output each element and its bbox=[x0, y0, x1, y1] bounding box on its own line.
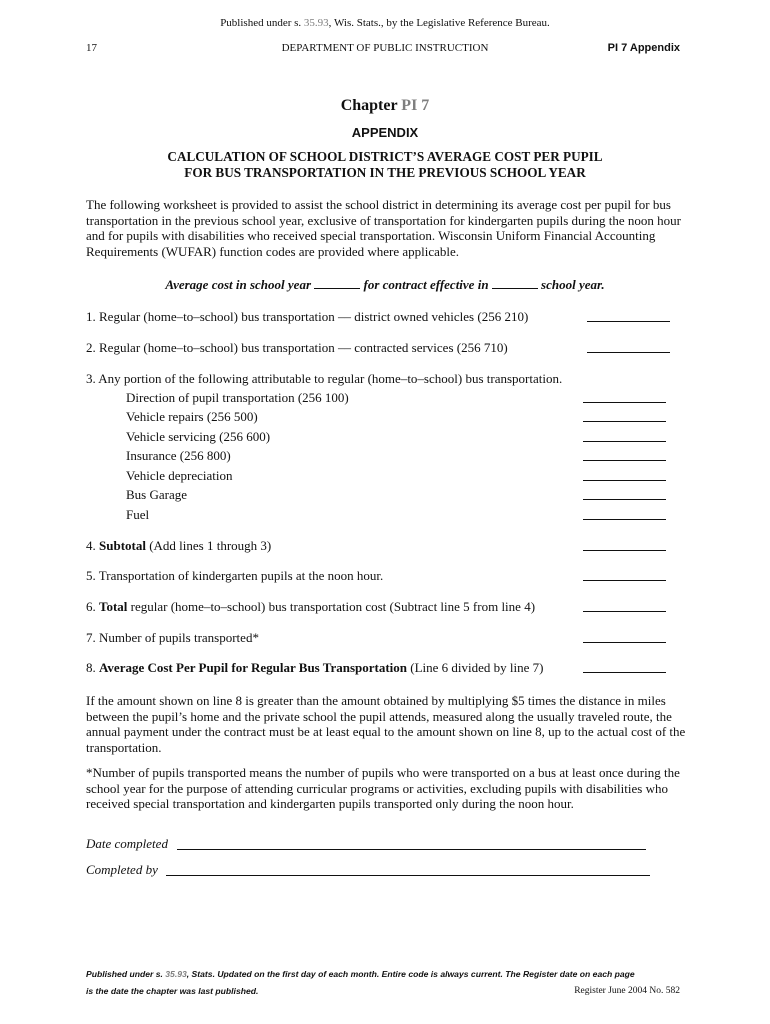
department-name: DEPARTMENT OF PUBLIC INSTRUCTION bbox=[281, 42, 489, 54]
item-line-8 bbox=[86, 660, 544, 676]
chapter-code-link[interactable]: PI 7 bbox=[401, 97, 430, 114]
average-cost-line bbox=[0, 276, 770, 293]
footer-line-2: is the date the chapter was last published. bbox=[86, 986, 259, 996]
avg-part-3: school year. bbox=[537, 277, 605, 292]
sub-item-field[interactable] bbox=[583, 421, 666, 422]
title-line-1: CALCULATION OF SCHOOL DISTRICT’S AVERAGE COST PER PUPIL bbox=[167, 149, 603, 164]
completed-by-label: Completed by bbox=[86, 862, 158, 877]
line-2-field[interactable] bbox=[587, 352, 670, 353]
item-line-5: 5. Transportation of kindergarten pupils at the noon hour. bbox=[86, 568, 384, 583]
line-8-number: 8. bbox=[86, 660, 99, 675]
title-line-2: FOR BUS TRANSPORTATION IN THE PREVIOUS SCHOOL YEAR bbox=[184, 165, 586, 180]
register-date: Register June 2004 No. 582 bbox=[574, 986, 680, 996]
line-5-field[interactable] bbox=[583, 580, 666, 581]
publication-suffix: , Wis. Stats., by the Legislative Reference Bureau. bbox=[328, 17, 550, 29]
footer-line-1 bbox=[86, 969, 635, 979]
intro-paragraph: The following worksheet is provided to assist the school district in determining its average cost per pupil for bus transportation in the previous school year, exclusive of transportation for kindergarten pupils during the noon hour and for pupils with disabilities who received special transportation. Wisconsin Uniform Financial Accounting Requirements (WUFAR) function codes are provided where applicable. bbox=[86, 197, 681, 259]
line-6-number: 6. bbox=[86, 599, 99, 614]
page-number: 17 bbox=[86, 42, 97, 54]
sub-item: Vehicle servicing (256 600) bbox=[126, 429, 271, 444]
chapter-prefix: Chapter bbox=[340, 97, 402, 114]
sub-item-field[interactable] bbox=[583, 460, 666, 461]
chapter-title bbox=[0, 97, 770, 115]
item-line-6 bbox=[86, 599, 535, 615]
item-line-3: 3. Any portion of the following attributable to regular (home–to–school) bus transportation. bbox=[86, 371, 563, 386]
date-completed-label: Date completed bbox=[86, 836, 168, 851]
sub-item: Direction of pupil transportation (256 100) bbox=[126, 390, 349, 405]
line-6-field[interactable] bbox=[583, 611, 666, 612]
note-paragraph: If the amount shown on line 8 is greater than the amount obtained by multiplying $5 times the distance in miles between the pupil’s home and the private school the pupil attends, measured along the usually traveled route, the annual payment under the contract must be at least equal to the amount shown on line 8, up to the actual cost of the transportation. bbox=[86, 693, 686, 755]
line-4-bold: Subtotal bbox=[99, 538, 146, 553]
item-line-7: 7. Number of pupils transported* bbox=[86, 630, 259, 645]
publication-prefix: Published under s. bbox=[220, 17, 304, 29]
line-4-field[interactable] bbox=[583, 550, 666, 551]
line-4-text: (Add lines 1 through 3) bbox=[145, 538, 272, 553]
footer-prefix: Published under s. bbox=[86, 969, 166, 979]
line-8-text: (Line 6 divided by line 7) bbox=[407, 660, 544, 675]
sub-item: Insurance (256 800) bbox=[126, 448, 231, 463]
date-completed-field[interactable] bbox=[177, 849, 646, 850]
line-6-text: regular (home–to–school) bus transportation cost (Subtract line 5 from line 4) bbox=[127, 599, 536, 614]
sub-item: Fuel bbox=[126, 507, 150, 522]
sub-item: Vehicle repairs (256 500) bbox=[126, 409, 258, 424]
line-6-bold: Total bbox=[99, 599, 128, 614]
avg-part-2: for contract effective in bbox=[360, 277, 492, 292]
sub-item-field[interactable] bbox=[583, 480, 666, 481]
completed-by-field[interactable] bbox=[166, 875, 650, 876]
avg-part-1: Average cost in school year bbox=[165, 277, 315, 292]
sub-item: Vehicle depreciation bbox=[126, 468, 233, 483]
line-4-number: 4. bbox=[86, 538, 99, 553]
line-7-field[interactable] bbox=[583, 642, 666, 643]
sub-item-field[interactable] bbox=[583, 519, 666, 520]
chapter-reference: PI 7 Appendix bbox=[607, 42, 680, 54]
appendix-heading: APPENDIX bbox=[351, 125, 419, 140]
school-year-field[interactable] bbox=[314, 276, 360, 289]
publication-notice bbox=[0, 17, 770, 29]
document-title bbox=[0, 149, 770, 181]
item-line-1: 1. Regular (home–to–school) bus transportation –– district owned vehicles (256 210) bbox=[86, 309, 529, 324]
sub-item-field[interactable] bbox=[583, 441, 666, 442]
sub-item: Bus Garage bbox=[126, 487, 188, 502]
sub-item-field[interactable] bbox=[583, 499, 666, 500]
line-8-bold: Average Cost Per Pupil for Regular Bus Transportation bbox=[99, 660, 408, 675]
footer-statute-link[interactable]: 35.93 bbox=[165, 969, 187, 979]
line-1-field[interactable] bbox=[587, 321, 670, 322]
item-line-4 bbox=[86, 538, 271, 554]
footer-suffix: , Stats. Updated on the first day of each month. Entire code is always current. The Register date on each page bbox=[186, 969, 635, 979]
sub-item-field[interactable] bbox=[583, 402, 666, 403]
item-line-2: 2. Regular (home–to–school) bus transportation –– contracted services (256 710) bbox=[86, 340, 508, 355]
statute-link[interactable]: 35.93 bbox=[303, 17, 329, 29]
line-8-field[interactable] bbox=[583, 672, 666, 673]
footnote-paragraph: *Number of pupils transported means the number of pupils who were transported on a bus at least once during the school year for the purpose of attending curricular programs or activities, excluding pupils with disabilities who received special transportation and kindergarten pupils transported only during the noon hour. bbox=[86, 765, 680, 811]
contract-year-field[interactable] bbox=[492, 276, 538, 289]
